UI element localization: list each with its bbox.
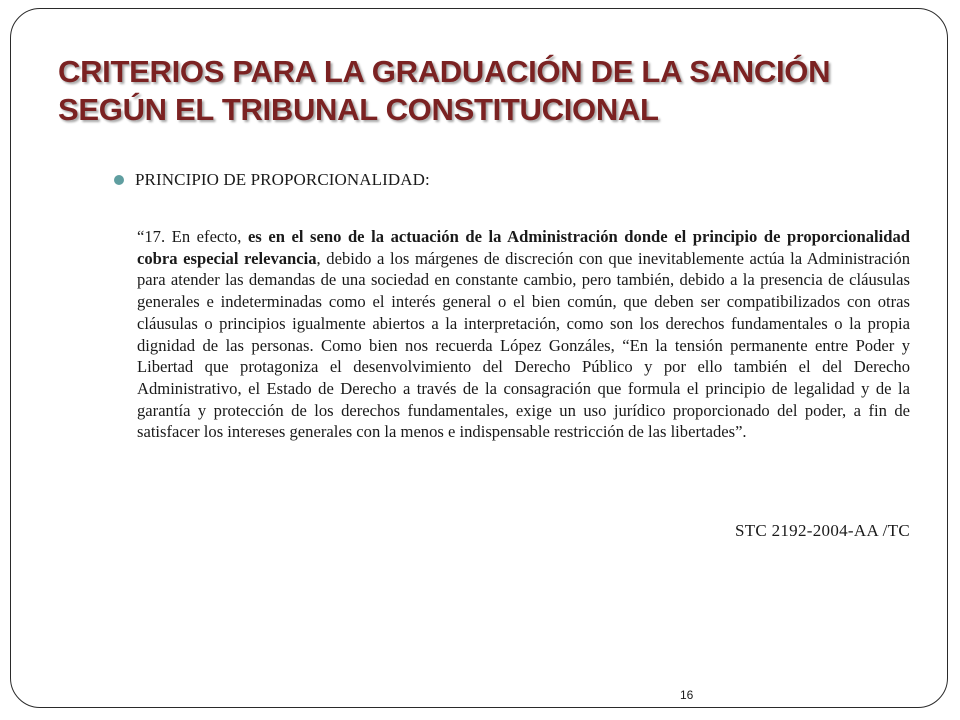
quote-part-2: , debido a los márgenes de discreción con que inevitablemente actúa la Administración para atender las demandas de una sociedad en constante cambio, pero también, debido a la presencia de cláusulas generales e indeterminadas como el interés general o el bien común, que deben ser compatibilizados con otras cláusulas o principios igualmente abiertos a la interpretación, como son los derechos fundamentales o la propia dignidad de las personas. Como bien nos recuerda López Gonzáles, “En la tensión permanente entre Poder y Libertad que protagoniza el desenvolvimiento del Derecho Público y por ello también el del Derecho Administrativo, el Estado de Derecho a través de la consagración que formula el principio de legalidad y de la garantía y protección de los derechos fundamentales, exige un uso jurídico proporcionado del poder, a fin de satisfacer los intereses generales con la menos e indispensable restricción de las libertades”. — [137, 248, 911, 442]
quote-paragraph — [137, 226, 910, 443]
slide-title — [58, 53, 918, 129]
page-number: 16 — [680, 688, 694, 702]
bullet-text: PRINCIPIO DE PROPORCIONALIDAD: — [135, 170, 430, 189]
quote-part-1: “17. En efecto, — [137, 227, 248, 246]
title-line-1: CRITERIOS PARA LA GRADUACIÓN DE LA SANCIÓN — [58, 54, 831, 89]
bullet-dot-icon — [114, 175, 124, 185]
bullet-item — [114, 169, 430, 191]
citation: STC 2192-2004-AA /TC — [734, 521, 910, 540]
title-line-2: SEGÚN EL TRIBUNAL CONSTITUCIONAL — [58, 92, 659, 127]
quote-bold-text: es en el seno de la actuación de la Administración donde el principio de proporcionalidad cobra especial relevancia — [137, 227, 910, 268]
